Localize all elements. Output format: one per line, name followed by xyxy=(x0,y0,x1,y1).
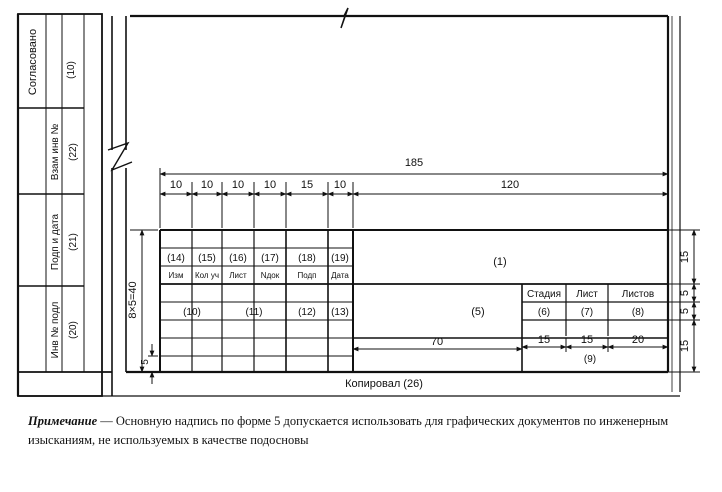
cell-ref-8: (8) xyxy=(631,307,645,318)
kopiroval-label: Копировал (26) xyxy=(345,378,423,390)
dim-right-mid1: 5 xyxy=(679,289,691,297)
cell-list-header: Лист xyxy=(576,289,598,300)
cell-ref-18: (18) xyxy=(298,253,316,264)
cell-labels xyxy=(167,253,654,365)
dim-right-mid2: 5 xyxy=(679,307,691,315)
cell-listov: Листов xyxy=(621,289,655,300)
cell-ref-13: (13) xyxy=(331,307,349,318)
dim-col-c: 10 xyxy=(231,179,245,191)
ref-22-side: (22) xyxy=(68,143,79,161)
cell-kol-uch: Кол уч xyxy=(195,271,219,280)
cell-ref-17: (17) xyxy=(261,253,279,264)
cell-data: Дата xyxy=(331,271,349,280)
vzam-inv-label: Взам инв № xyxy=(50,123,61,181)
cell-ref-9: (9) xyxy=(583,354,597,365)
dim-col-b: 10 xyxy=(200,179,214,191)
cell-ref-12: (12) xyxy=(298,307,316,318)
podp-data-label: Подп и дата xyxy=(50,213,61,271)
dim-right-top: 15 xyxy=(679,250,691,264)
cell-ref-10: (10) xyxy=(183,307,201,318)
dim-left-height: 8×5=40 xyxy=(127,281,139,319)
dim-bottom-20: 20 xyxy=(631,334,645,346)
dim-col-f: 10 xyxy=(333,179,347,191)
cell-ndok: Nдок xyxy=(260,271,280,280)
cell-list: Лист xyxy=(229,271,247,280)
ref-10-side: (10) xyxy=(66,61,77,79)
soglasovano-label: Согласовано xyxy=(27,28,39,96)
note-text: — Основную надпись по форме 5 допускается использовать для графических документов по инженерным изысканиям, не используемых в качестве подосновы xyxy=(28,414,669,447)
cell-ref-11: (11) xyxy=(245,307,263,318)
note-paragraph xyxy=(28,412,678,450)
inv-podl-label: Инв № подл xyxy=(50,301,61,359)
dim-bottom-15b: 15 xyxy=(580,334,594,346)
dim-right-bottom: 15 xyxy=(679,339,691,353)
cell-ref-1: (1) xyxy=(493,256,507,268)
cell-izm: Изм xyxy=(168,271,184,280)
cell-ref-5: (5) xyxy=(471,306,485,318)
dim-col-a: 10 xyxy=(169,179,183,191)
cell-ref-16: (16) xyxy=(229,253,247,264)
dim-bottom-70: 70 xyxy=(430,336,444,348)
cell-ref-15: (15) xyxy=(198,253,216,264)
dim-col-d: 10 xyxy=(263,179,277,191)
cell-ref-19: (19) xyxy=(331,253,349,264)
cell-podp: Подп xyxy=(297,271,317,280)
cell-ref-14: (14) xyxy=(167,253,185,264)
cell-ref-6: (6) xyxy=(537,307,551,318)
dim-185: 185 xyxy=(404,157,424,169)
cell-ref-7: (7) xyxy=(580,307,594,318)
cell-stadiya: Стадия xyxy=(526,289,562,300)
dim-col-e: 15 xyxy=(300,179,314,191)
ref-20-side: (20) xyxy=(68,321,79,339)
ref-21-side: (21) xyxy=(68,233,79,251)
dim-col-main: 120 xyxy=(500,179,520,191)
dim-bottom-15a: 15 xyxy=(537,334,551,346)
note-lead: Примечание xyxy=(28,414,98,428)
dim-left-row: 5 xyxy=(140,359,151,365)
